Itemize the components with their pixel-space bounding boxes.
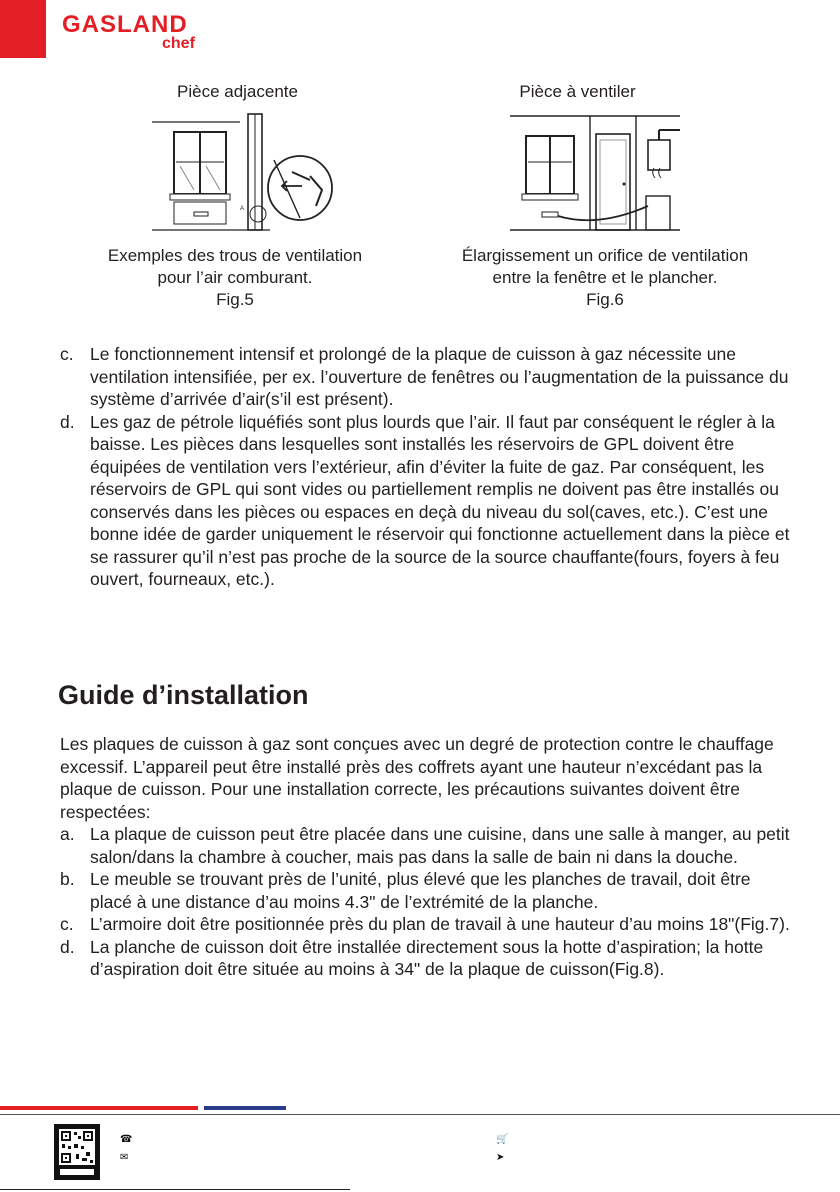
phone-icon: ☎ — [120, 1134, 133, 1145]
mail-icon: ✉ — [120, 1152, 129, 1163]
ventilation-list — [60, 343, 790, 591]
fig5-top-label: Pièce adjacente — [177, 82, 298, 101]
list-item — [60, 868, 790, 913]
location-icon: ➤ — [496, 1152, 505, 1163]
list-item-text: Le fonctionnement intensif et prolongé de la plaque de cuisson à gaz nécessite une ventilation intensifiée, per ex. l’ouverture de fenêtres ou l’augmentation de la puissance du système d’arrivée d’air(s’il est présent). — [90, 344, 789, 409]
fig6-caption-line-1: Élargissement un orifice de ventilation — [461, 246, 749, 265]
list-item — [60, 343, 790, 411]
brand-corner-tab — [0, 0, 46, 58]
intro-paragraph: Les plaques de cuisson à gaz sont conçues avec un degré de protection contre le chauffage excessif. L’appareil peut être installé près des coffrets ayant une hauteur n’excédant pas la plaque de cuisson. Pour une installation correcte, les précautions suivantes doivent être respectées: — [60, 734, 774, 822]
fig5-letter: A — [240, 206, 245, 212]
fig5-caption — [60, 245, 410, 311]
list-marker: b. — [60, 869, 75, 889]
list-item-text: La plaque de cuisson peut être placée dans une cuisine, dans une salle à manger, au petit salon/dans la chambre à coucher, mais pas dans la salle de bain ni dans la douche. — [90, 824, 790, 867]
list-item-text: Les gaz de pétrole liquéfiés sont plus lourds que l’air. Il faut par conséquent le régler à la baisse. Les pièces dans lesquelles sont installés les réservoirs de GPL doivent être équipées de ventilation vers l’extérieur, afin d’éviter la fuite de gaz. Par conséquent, les réservoirs de GPL qui sont vides ou partiellement remplis ne doivent pas être installés ou conservés dans les pièces ou espaces en deçà du niveau du sol(caves, etc.). C’est une bonne idée de garder uniquement le réservoir qui fonctionne actuellement dans la pièce et se rassurer qu’il n’est pas proche de la source de la source chauffante(fours, foyers à feu ouvert, fourneaux, etc.). — [90, 411, 790, 589]
fig6-caption-line-2: entre la fenêtre et le plancher. — [492, 268, 718, 287]
list-item — [60, 823, 790, 868]
svg-text:GASLAND: GASLAND — [62, 11, 188, 38]
footer-blue-bar — [204, 1106, 286, 1110]
svg-text:chef: chef — [162, 35, 195, 52]
footer-divider — [0, 1114, 840, 1115]
list-item-text: L’armoire doit être positionnée près du plan de travail à une hauteur d’au moins 18"(Fig.7). — [90, 914, 790, 934]
page-bottom-rule — [0, 1189, 350, 1190]
list-marker: a. — [60, 824, 75, 844]
section-title: Guide d’installation — [58, 680, 309, 710]
list-item — [60, 913, 790, 936]
fig6-caption — [415, 245, 795, 311]
list-marker: d. — [60, 411, 75, 432]
fig5-caption-line-3: Fig.5 — [216, 290, 254, 309]
list-item-text: La planche de cuisson doit être installée directement sous la hotte d’aspiration; la hotte d’aspiration doit être située au moins à 34" de la plaque de cuisson(Fig.8). — [90, 936, 764, 979]
fig6-top-label: Pièce à ventiler — [519, 82, 636, 101]
list-marker: c. — [60, 344, 74, 364]
fig6-ventilation-illustration — [508, 110, 688, 235]
list-item-text: Le meuble se trouvant près de l’unité, plus élevé que les planches de travail, doit être placé à une distance d’au moins 4.3" de l’extrémité de la planche. — [90, 869, 751, 912]
fig5-caption-line-1: Exemples des trous de ventilation — [107, 246, 363, 265]
fig5-caption-line-2: pour l’air comburant. — [157, 268, 313, 287]
qr-code[interactable] — [54, 1124, 100, 1180]
gasland-chef-logo — [60, 6, 220, 52]
list-item — [60, 411, 790, 591]
cart-icon: 🛒 — [496, 1134, 509, 1145]
fig5-ventilation-illustration — [150, 110, 335, 235]
footer-red-bar — [0, 1106, 198, 1110]
installation-guide-body — [60, 733, 790, 981]
list-marker: c. — [60, 914, 74, 934]
list-item — [60, 936, 790, 981]
fig6-caption-line-3: Fig.6 — [586, 290, 624, 309]
list-marker: d. — [60, 936, 75, 957]
